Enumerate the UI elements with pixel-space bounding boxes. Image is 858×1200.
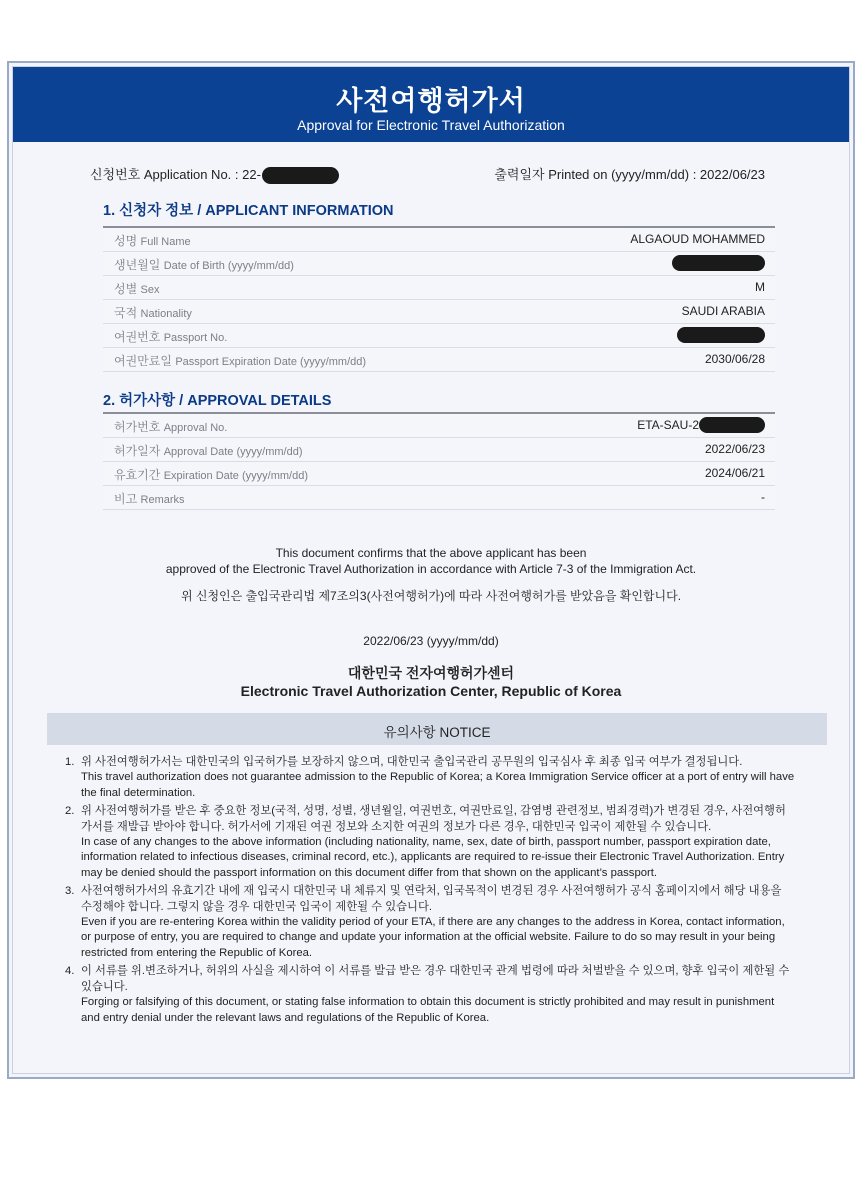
row-label: 여권번호 Passport No. [114,330,228,344]
application-label: 신청번호 Application No. : 22- [90,167,261,182]
table-row-approval-date [103,438,775,462]
table-row-full-name [103,228,775,252]
list-item: 2. 위 사전여행허가를 받은 후 중요한 정보(국적, 성명, 성별, 생년월일, 여권번호, 여권만료일, 감염병 관련정보, 범죄경력)가 변경된 경우, 사전여행허가서를 재발급 받아야 합니다. 허가서에 기재된 여권 정보와 소지한 여권의 정보가 다른 경우, 대한민국 입국이 제한될 수 있습니다. In case of any changes to the above information (including nationality, name, sex, date of birth, passport number, passport expiration date, information related to infectious diseases, criminal record, etc.), applicants are required to re-issue their Electronic Travel Authorization. Entry may be denied should the passport information on this document differ from that shown on the applicant’s passport. [65,804,795,881]
date-of-birth-value [672,256,765,271]
eta-document [7,61,855,1079]
issue-date: 2022/06/23 (yyyy/mm/dd) [363,634,499,648]
table-row-date-of-birth [103,252,775,276]
confirmation-en-line2: approved of the Electronic Travel Authorization in accordance with Article 7-3 of the Immigration Act. [165,562,697,576]
table-row-nationality [103,300,775,324]
document-frame [12,66,850,1074]
application-number [90,164,339,184]
redacted-application-number [262,167,339,184]
table-row-passport-no [103,324,775,348]
title-banner [13,67,849,142]
nationality-value: SAUDI ARABIA [681,304,765,318]
document-title-en: Approval for Electronic Travel Authorization [297,117,565,133]
remarks-value: - [761,490,765,504]
row-label: 허가일자 Approval Date (yyyy/mm/dd) [114,444,303,458]
notice-list [65,755,795,1029]
confirmation-ko-line: 위 신청인은 출입국관리법 제7조의3(사전여행허가)에 따라 사전여행허가를 받았음을 확인합니다. [180,589,682,603]
notice-ko-text: 사전여행허가서의 유효기간 내에 재 입국시 대한민국 내 체류지 및 연락처, 입국목적이 변경된 경우 사전여행허가 공식 홈페이지에서 해당 내용을 수정해야 합니다. 그렇지 않을 경우 대한민국 입국이 제한될 수 있습니다. [81,885,782,913]
confirmation-en-line1: This document confirms that the above applicant has been [275,546,587,560]
approval-date-value: 2022/06/23 [704,442,765,456]
row-label: 유효기간 Expiration Date (yyyy/mm/dd) [114,468,308,482]
notice-ko-text: 위 사전여행허가서는 대한민국의 입국허가를 보장하지 않으며, 대한민국 출입국관리 공무원의 입국심사 후 최종 입국 여부가 결정됩니다. [81,756,743,768]
approval-no-value: ETA-SAU-2 [637,418,765,433]
row-label: 국적 Nationality [114,306,192,320]
issuing-center-en: Electronic Travel Authorization Center, Republic of Korea [240,683,622,699]
notice-en-text: In case of any changes to the above information (including nationality, name, sex, date of birth, passport number, passport expiration date, information related to infectious diseases, criminal record, etc.), applicants are required to re-issue their Electronic Travel Authorization. Entry may be denied should the passport information on this document differ from that shown on the applicant’s passport. [81,836,785,879]
table-row-expiration-date [103,462,775,486]
issuing-center-ko: 대한민국 전자여행허가센터 [347,665,515,681]
redacted-passport-number [677,327,765,343]
list-item: 4. 이 서류를 위.변조하거나, 허위의 사실을 제시하여 이 서류를 발급 받은 경우 대한민국 관계 법령에 따라 처벌받을 수 있으며, 향후 입국이 제한될 수 있습니다. Forging or falsifying of this document, or stating false information to obtain this document is strictly prohibited and may result in punishment and entry denial under the relevant laws and regulations of the Republic of Korea. [65,964,795,1026]
applicant-section-title: 1. 신청자 정보 / APPLICANT INFORMATION [103,203,394,219]
notice-ko-text: 위 사전여행허가를 받은 후 중요한 정보(국적, 성명, 성별, 생년월일, 여권번호, 여권만료일, 감염병 관련정보, 범죄경력)가 변경된 경우, 사전여행허가서를 재발급 받아야 합니다. 허가서에 기재된 여권 정보와 소지한 여권의 정보가 다른 경우, 대한민국 입국이 제한될 수 있습니다. [81,805,786,833]
expiration-date-value: 2024/06/21 [704,466,765,480]
notice-header [47,713,827,745]
document-title-ko: 사전여행허가서 [336,86,526,117]
table-row-remarks [103,486,775,510]
notice-en-text: This travel authorization does not guarantee admission to the Republic of Korea; a Korea Immigration Service officer at a port of entry will have the final determination. [81,771,795,799]
approval-table [103,412,775,510]
row-label: 비고 Remarks [114,492,185,506]
row-label: 성별 Sex [114,282,160,296]
table-row-sex [103,276,775,300]
list-item: 3. 사전여행허가서의 유효기간 내에 재 입국시 대한민국 내 체류지 및 연락처, 입국목적이 변경된 경우 사전여행허가 공식 홈페이지에서 해당 내용을 수정해야 합니다. 그렇지 않을 경우 대한민국 입국이 제한될 수 있습니다. Even if you are re-entering Korea within the validity period of your ETA, if there are any changes to the address in Korea, contact information, or purpose of entry, you are required to change and update your information at the official website. Failure to do so may result in your being restricted from entering the Republic of Korea. [65,884,795,961]
row-label: 여권만료일 Passport Expiration Date (yyyy/mm/dd) [114,354,367,368]
applicant-table [103,226,775,372]
notice-title: 유의사항 NOTICE [383,725,491,740]
printed-date: 출력일자 Printed on (yyyy/mm/dd) : 2022/06/23 [494,167,765,182]
passport-no-value [677,328,765,343]
passport-expiration-value: 2030/06/28 [704,352,765,366]
row-label: 성명 Full Name [114,234,191,248]
notice-en-text: Even if you are re-entering Korea within the validity period of your ETA, if there are any changes to the address in Korea, contact information, or purpose of entry, you are required to change and update your information at the official website. Failure to do so may result in your being restricted from entering the Republic of Korea. [81,916,785,959]
approval-section-title: 2. 허가사항 / APPROVAL DETAILS [103,393,332,409]
redacted-date-of-birth [672,255,765,271]
row-label: 허가번호 Approval No. [114,420,228,434]
full-name-value: ALGAOUD MOHAMMED [630,232,765,246]
redacted-approval-number [699,417,765,433]
notice-ko-text: 이 서류를 위.변조하거나, 허위의 사실을 제시하여 이 서류를 발급 받은 경우 대한민국 관계 법령에 따라 처벌받을 수 있으며, 향후 입국이 제한될 수 있습니다. [81,965,790,993]
table-row-approval-no [103,414,775,438]
list-item: 1. 위 사전여행허가서는 대한민국의 입국허가를 보장하지 않으며, 대한민국 출입국관리 공무원의 입국심사 후 최종 입국 여부가 결정됩니다. This travel authorization does not guarantee admission to the Republic of Korea; a Korea Immigration Service officer at a port of entry will have the final determination. [65,755,795,801]
sex-value: M [755,280,765,294]
notice-en-text: Forging or falsifying of this document, or stating false information to obtain this document is strictly prohibited and may result in punishment and entry denial under the relevant laws and regulations of the Republic of Korea. [81,996,775,1024]
row-label: 생년월일 Date of Birth (yyyy/mm/dd) [114,258,294,272]
table-row-passport-expiration [103,348,775,372]
